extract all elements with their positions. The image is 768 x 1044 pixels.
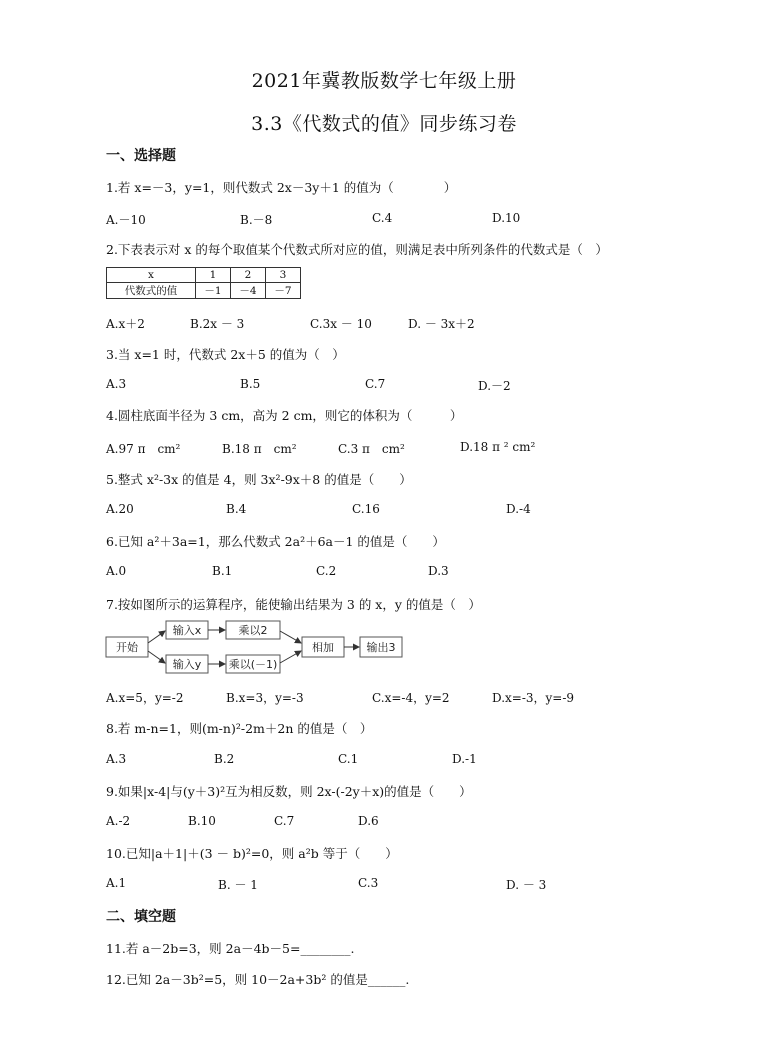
question-11: 11.若 a－2b=3，则 2a－4b－5=________. [106,941,355,956]
q10-option-c: C.3 [358,876,379,890]
table-cell: 代数式的值 [107,283,196,299]
q4-option-c: C.3 π cm² [338,442,405,456]
q2-option-b: B.2x － 3 [190,317,245,331]
flow-label-input-x: 输入x [172,624,202,637]
q7-option-c: C.x=-4，y=2 [372,691,450,705]
q7-option-b: B.x=3，y=-3 [226,691,304,705]
flow-label-times-2: 乘以2 [238,624,268,637]
q4-option-d: D.18 π ² cm² [460,440,536,454]
q2-option-a: A.x＋2 [106,317,145,331]
flow-label-add: 相加 [312,641,334,654]
flow-arrow [148,651,165,663]
section-choice: 一、选择题 [106,148,176,164]
table-cell: －4 [231,283,266,299]
table-cell: x [107,268,196,283]
flow-label-output: 输出3 [366,641,396,654]
question-2: 2.下表表示对 x 的每个取值某个代数式所对应的值，则满足表中所列条件的代数式是（ ） [106,242,608,257]
table-cell: 1 [196,268,231,283]
q2-option-c: C.3x － 10 [310,317,372,331]
question-1: 1.若 x=－3，y=1，则代数式 2x－3y＋1 的值为（ ） [106,180,457,195]
table-cell: 3 [266,268,301,283]
q8-option-a: A.3 [106,752,127,766]
q5-option-a: A.20 [106,502,134,516]
q8-option-b: B.2 [214,752,235,766]
q1-option-c: C.4 [372,211,393,225]
flow-label-times-neg1: 乘以(－1) [228,658,278,671]
q10-option-d: D. － 3 [506,878,547,892]
flow-arrow [280,651,301,663]
q7-option-d: D.x=-3，y=-9 [492,691,575,705]
q3-option-b: B.5 [240,377,261,391]
q10-option-b: B. － 1 [218,878,258,892]
question-12: 12.已知 2a－3b²=5，则 10－2a+3b² 的值是______. [106,972,410,987]
question-8: 8.若 m-n=1，则(m-n)²-2m＋2n 的值是（ ） [106,721,373,736]
q3-option-d: D.－2 [478,379,511,393]
q4-option-a: A.97 π cm² [106,442,181,456]
section-fill: 二、填空题 [106,909,176,925]
q5-option-b: B.4 [226,502,247,516]
question-7: 7.按如图所示的运算程序，能使输出结果为 3 的 x，y 的值是（ ） [106,597,481,612]
question-9: 9.如果|x-4|与(y＋3)²互为相反数，则 2x-(-2y＋x)的值是（ ） [106,784,472,799]
table-cell: －7 [266,283,301,299]
question-10: 10.已知|a＋1|＋(3 － b)²=0，则 a²b 等于（ ） [106,846,398,861]
flow-arrow [280,631,301,643]
question-4: 4.圆柱底面半径为 3 cm，高为 2 cm，则它的体积为（ ） [106,408,463,423]
q6-option-a: A.0 [106,564,127,578]
q8-option-c: C.1 [338,752,359,766]
q10-option-a: A.1 [106,876,127,890]
q6-option-d: D.3 [428,564,449,578]
q9-option-b: B.10 [188,814,216,828]
question-3: 3.当 x=1 时，代数式 2x＋5 的值为（ ） [106,347,345,362]
q9-option-a: A.-2 [106,814,131,828]
q9-option-d: D.6 [358,814,379,828]
q1-option-d: D.10 [492,211,521,225]
q1-option-a: A.－10 [106,213,146,227]
question-6: 6.已知 a²＋3a=1，那么代数式 2a²＋6a－1 的值是（ ） [106,534,445,549]
question-5: 5.整式 x²-3x 的值是 4，则 3x²-9x＋8 的值是（ ） [106,472,412,487]
title-line-2: 3.3《代数式的值》同步练习卷 [251,113,517,135]
flow-label-start: 开始 [116,641,138,654]
q2-option-d: D. － 3x＋2 [408,317,475,331]
q3-option-c: C.7 [365,377,386,391]
flow-label-input-y: 输入y [172,658,202,671]
q6-option-b: B.1 [212,564,233,578]
flow-arrow [148,631,165,643]
q5-option-c: C.16 [352,502,380,516]
q9-option-c: C.7 [274,814,295,828]
q8-option-d: D.-1 [452,752,477,766]
table-cell: －1 [196,283,231,299]
title-line-1: 2021年冀教版数学七年级上册 [251,70,517,92]
q1-option-b: B.－8 [240,213,273,227]
q3-option-a: A.3 [106,377,127,391]
q7-option-a: A.x=5，y=-2 [106,691,184,705]
q5-option-d: D.-4 [506,502,531,516]
table-cell: 2 [231,268,266,283]
q6-option-c: C.2 [316,564,337,578]
q4-option-b: B.18 π cm² [222,442,297,456]
